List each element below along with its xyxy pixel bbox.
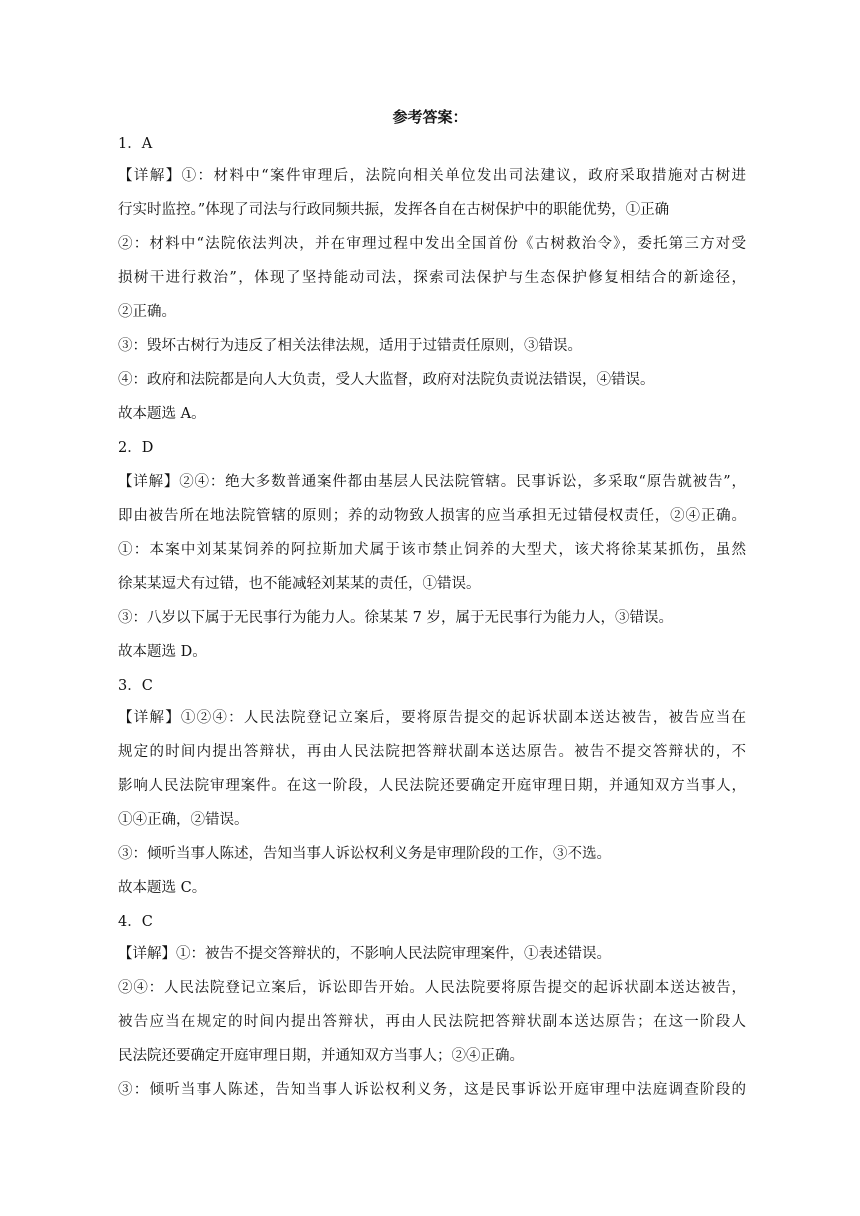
answer-2-line: ①：本案中刘某某饲养的阿拉斯加犬属于该市禁止饲养的大型犬，该犬将徐某某抓伤，虽然 <box>118 542 746 558</box>
answer-3-line: ①④正确，②错误。 <box>118 812 249 828</box>
answer-3-conclusion: 故本题选 C。 <box>118 880 207 896</box>
answer-1-line: ②：材料中“法院依法判决，并在审理过程中发出全国首份《古树救治令》，委托第三方对受 <box>118 236 746 252</box>
answer-3-line: 影响人民法院审理案件。在这一阶段，人民法院还要确定开庭审理日期，并通知双方当事人， <box>118 778 746 794</box>
answer-2-conclusion: 故本题选 D。 <box>118 644 207 660</box>
answer-1-line: ②正确。 <box>118 304 176 320</box>
answer-3-line: 规定的时间内提出答辩状，再由人民法院把答辩状副本送达原告。被告不提交答辩状的，不 <box>118 744 746 760</box>
answer-2-line: ③：八岁以下属于无民事行为能力人。徐某某 7 岁，属于无民事行为能力人，③错误。 <box>118 610 673 626</box>
answer-1-line: ③：毁坏古树行为违反了相关法律法规，适用于过错责任原则，③错误。 <box>118 338 582 354</box>
answer-2-line: 徐某某逗犬有过错，也不能减轻刘某某的责任，①错误。 <box>118 576 481 592</box>
answer-1-heading: 1．A <box>118 136 153 152</box>
answer-1-line: 损树干进行救治”，体现了坚持能动司法，探索司法保护与生态保护修复相结合的新途径， <box>118 270 746 286</box>
answer-1-line: ④：政府和法院都是向人大负责，受人大监督，政府对法院负责说法错误，④错误。 <box>118 372 655 388</box>
answer-1-conclusion: 故本题选 A。 <box>118 406 206 422</box>
answer-2-line: 即由被告所在地法院管辖的原则；养的动物致人损害的应当承担无过错侵权责任，②④正确。 <box>118 508 746 524</box>
answer-4-heading: 4．C <box>118 914 153 930</box>
answer-4-line: 【详解】①：被告不提交答辩状的，不影响人民法院审理案件，①表述错误。 <box>118 946 611 962</box>
answer-3-line: ③：倾听当事人陈述，告知当事人诉讼权利义务是审理阶段的工作，③不选。 <box>118 846 611 862</box>
answer-4-line: ②④：人民法院登记立案后，诉讼即告开始。人民法院要将原告提交的起诉状副本送达被告， <box>118 980 746 996</box>
answer-2-line: 【详解】②④：绝大多数普通案件都由基层人民法院管辖。民事诉讼，多采取“原告就被告”， <box>118 474 746 490</box>
answer-3-line: 【详解】①②④：人民法院登记立案后，要将原告提交的起诉状副本送达被告，被告应当在 <box>118 710 746 726</box>
answer-4-line: 民法院还要确定开庭审理日期，并通知双方当事人；②④正确。 <box>118 1048 524 1064</box>
answer-3-heading: 3．C <box>118 678 153 694</box>
answer-1-line: 【详解】①：材料中“案件审理后，法院向相关单位发出司法建议，政府采取措施对古树进 <box>118 168 746 184</box>
answer-2-heading: 2．D <box>118 440 154 456</box>
answer-4-line: 被告应当在规定的时间内提出答辩状，再由人民法院把答辩状副本送达原告；在这一阶段人 <box>118 1014 746 1030</box>
answer-key-title: 参考答案： <box>392 108 468 126</box>
answer-1-line: 行实时监控。”体现了司法与行政同频共振，发挥各自在古树保护中的职能优势，①正确 <box>118 202 670 218</box>
answer-4-line: ③：倾听当事人陈述，告知当事人诉讼权利义务，这是民事诉讼开庭审理中法庭调查阶段的 <box>118 1082 746 1098</box>
